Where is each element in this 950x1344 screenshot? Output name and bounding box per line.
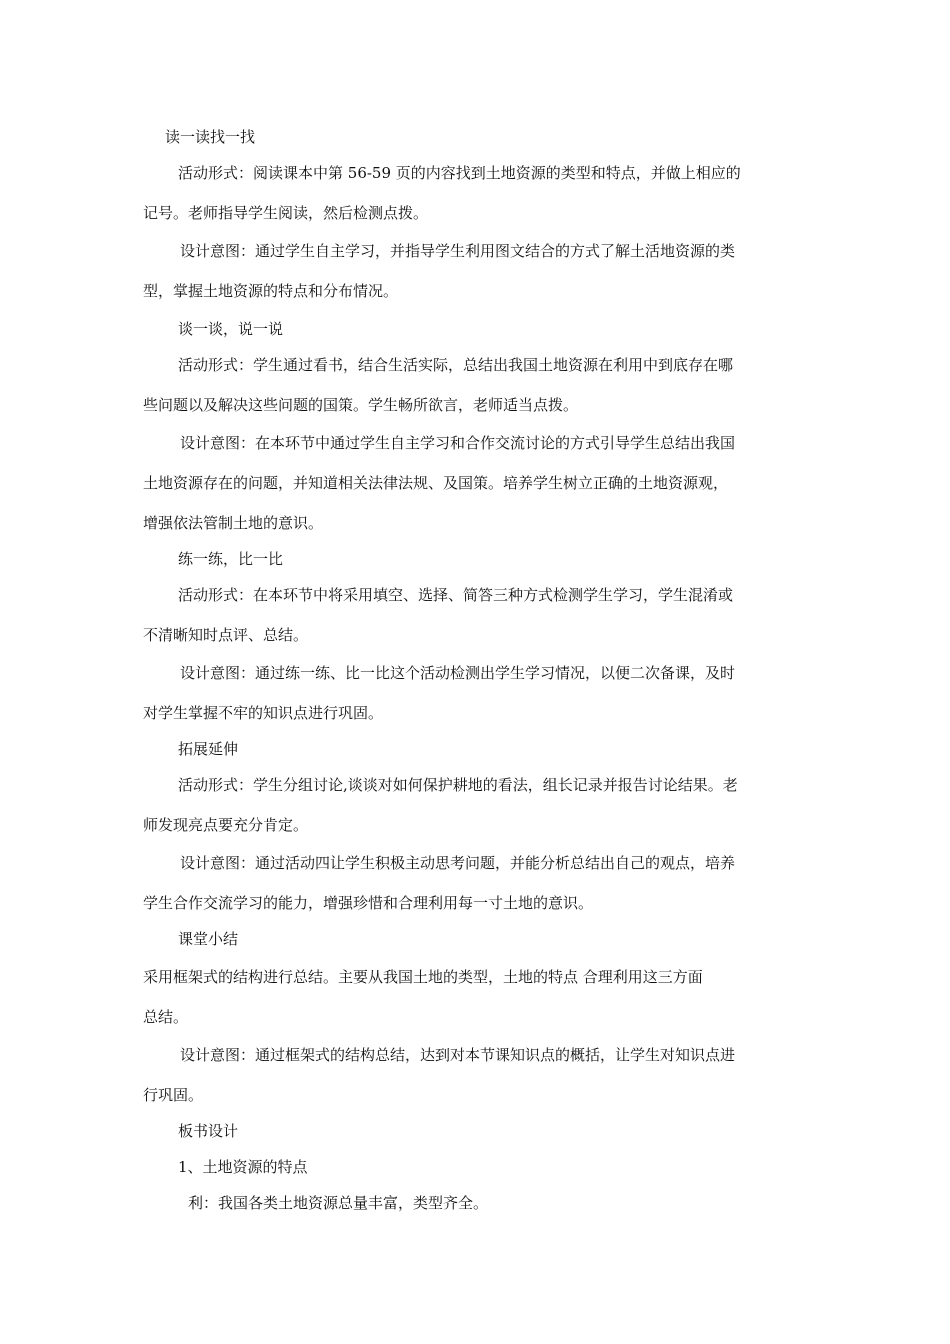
paragraph-line: 采用框架式的结构进行总结。主要从我国土地的类型，土地的特点 合理利用这三方面 [143,968,703,986]
paragraph-line: 活动形式：在本环节中将采用填空、选择、简答三种方式检测学生学习，学生混淆或 [178,586,734,604]
paragraph-line: 设计意图：通过活动四让学生积极主动思考问题，并能分析总结出自己的观点，培养 [180,854,736,872]
paragraph-line: 些问题以及解决这些问题的国策。学生畅所欲言，老师适当点拨。 [143,396,579,414]
paragraph-line: 设计意图：通过框架式的结构总结，达到对本节课知识点的概括，让学生对知识点进 [180,1046,736,1064]
paragraph-line: 对学生掌握不牢的知识点进行巩固。 [143,704,384,722]
paragraph-line: 学生合作交流学习的能力，增强珍惜和合理利用每一寸土地的意识。 [143,894,594,912]
paragraph-line: 师发现亮点要充分肯定。 [143,816,309,834]
paragraph-line: 活动形式：学生分组讨论,谈谈对如何保护耕地的看法，组长记录并报告讨论结果。老 [178,776,738,794]
paragraph-line: 活动形式：学生通过看书，结合生活实际，总结出我国土地资源在利用中到底存在哪 [178,356,734,374]
paragraph-line: 设计意图：通过练一练、比一比这个活动检测出学生学习情况，以便二次备课，及时 [180,664,736,682]
paragraph-line: 土地资源存在的问题，并知道相关法律法规、及国策。培养学生树立正确的土地资源观， [143,474,729,492]
paragraph-line: 设计意图：通过学生自主学习，并指导学生利用图文结合的方式了解土活地资源的类 [180,242,736,260]
list-item: 利：我国各类土地资源总量丰富，类型齐全。 [188,1194,489,1212]
heading-class-summary: 课堂小结 [178,930,239,948]
paragraph-line: 型，掌握土地资源的特点和分布情况。 [143,282,399,300]
heading-talk-say: 谈一谈，说一说 [178,320,284,338]
heading-extension: 拓展延伸 [178,740,239,758]
list-item: 1、土地资源的特点 [178,1158,308,1176]
heading-practice-compare: 练一练，比一比 [178,550,284,568]
paragraph-line: 活动形式：阅读课本中第 56-59 页的内容找到土地资源的类型和特点，并做上相应的 [178,164,741,182]
paragraph-line: 总结。 [143,1008,189,1026]
heading-board-design: 板书设计 [178,1122,239,1140]
paragraph-line: 设计意图：在本环节中通过学生自主学习和合作交流讨论的方式引导学生总结出我国 [180,434,736,452]
paragraph-line: 行巩固。 [143,1086,204,1104]
heading-read-find: 读一读找一找 [165,128,256,146]
paragraph-line: 不清晰知时点评、总结。 [143,626,309,644]
paragraph-line: 记号。老师指导学生阅读，然后检测点拨。 [143,204,429,222]
paragraph-line: 增强依法管制土地的意识。 [143,514,324,532]
